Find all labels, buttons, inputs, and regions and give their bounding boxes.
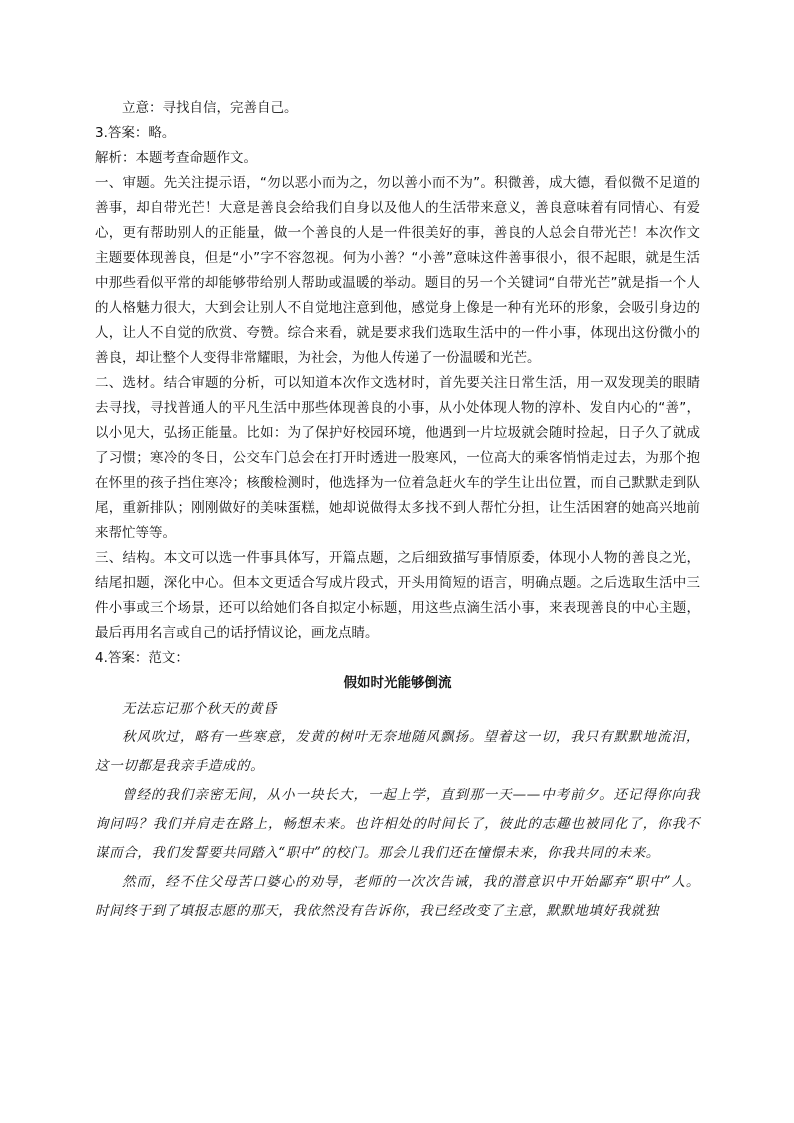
analysis-material: 二、选材。结合审题的分析，可以知道本次作文选材时，首先要关注日常生活，用一双发现美的眼睛去寻找，寻找普通人的平凡生活中那些体现善良的小事，从小处体现人物的淳朴、发自内心的“善”，以小见大，弘扬正能量。比如：为了保护好校园环境，他遇到一片垃圾就会随时捡起，日子久了就成了习惯；寒冷的冬日，公交车门总会在打开时透进一股寒风，一位高大的乘客悄悄走过去，为那个抱在怀里的孩子挡住寒冷；核酸检测时，他选择为一位着急赶火车的学生让出位置，而自己默默走到队尾，重新排队；刚刚做好的美味蛋糕，她却说做得太多找不到人帮忙分担，让生活困窘的她高兴地前来帮忙等等。 xyxy=(95,375,700,541)
analysis-structure: 三、结构。本文可以选一件事具体写，开篇点题，之后细致描写事情原委，体现小人物的善良之光，结尾扣题，深化中心。但本文更适合写成片段式，开头用简短的语言，明确点题。之后选取生活中三件小事或三个场景，还可以给她们各自拟定小标题，用这些点滴生活小事，来表现善良的中心主题，最后再用名言或自己的话抒情议论，画龙点睛。 xyxy=(95,550,700,641)
essay-paragraph: 无法忘记那个秋天的黄昏 xyxy=(122,701,278,717)
essay-title: 假如时光能够倒流 xyxy=(343,675,452,691)
answer-3: 3.答案：略。 xyxy=(95,125,176,141)
sample-essay xyxy=(95,696,700,926)
answer-4: 4.答案：范文： xyxy=(95,650,189,666)
analysis-heading: 解析：本题考查命题作文。 xyxy=(95,150,257,166)
essay-paragraph: 曾经的我们亲密无间，从小一块长大，一起上学，直到那一天——中考前夕。还记得你向我询问吗？我们并肩走在路上，畅想未来。也许相处的时间长了，彼此的志趣也被同化了，你我不谋而合，我们发誓要共同踏入“职中”的校门。那会儿我们还在憧憬未来，你我共同的未来。 xyxy=(95,787,700,861)
essay-paragraph: 然而，经不住父母苦口婆心的劝导，老师的一次次告诫，我的潜意识中开始鄙弃“职中”人。时间终于到了填报志愿的那天，我依然没有告诉你，我已经改变了主意，默默地填好我就独 xyxy=(95,874,700,919)
intent-line: 立意：寻找自信，完善自己。 xyxy=(122,100,298,116)
essay-paragraph: 秋风吹过，略有一些寒意，发黄的树叶无奈地随风飘扬。望着这一切，我只有默默地流泪，这一切都是我亲手造成的。 xyxy=(95,729,700,774)
analysis-review: 一、审题。先关注提示语，“勿以恶小而为之，勿以善小而不为”。积微善，成大德，看似微不足道的善事，却自带光芒！大意是善良会给我们自身以及他人的生活带来意义，善良意味着有同情心、有爱心，更有帮助别人的正能量，做一个善良的人是一件很美好的事，善良的人总会自带光芒！本次作文主题要体现善良，但是“小”字不容忽视。何为小善？“小善”意味这件善事很小，很不起眼，就是生活中那些看似平常的却能够带给别人帮助或温暖的举动。题目的另一个关键词“自带光芒”就是指一个人的人格魅力很大，大到会让别人不自觉地注意到他，感觉身上像是一种有光环的形象，会吸引身边的人，让人不自觉的欣赏、夸赞。综合来看，就是要求我们选取生活中的一件小事，体现出这份微小的善良，却让整个人变得非常耀眼，为社会，为他人传递了一份温暖和光芒。 xyxy=(95,175,700,366)
document-body xyxy=(95,96,700,926)
